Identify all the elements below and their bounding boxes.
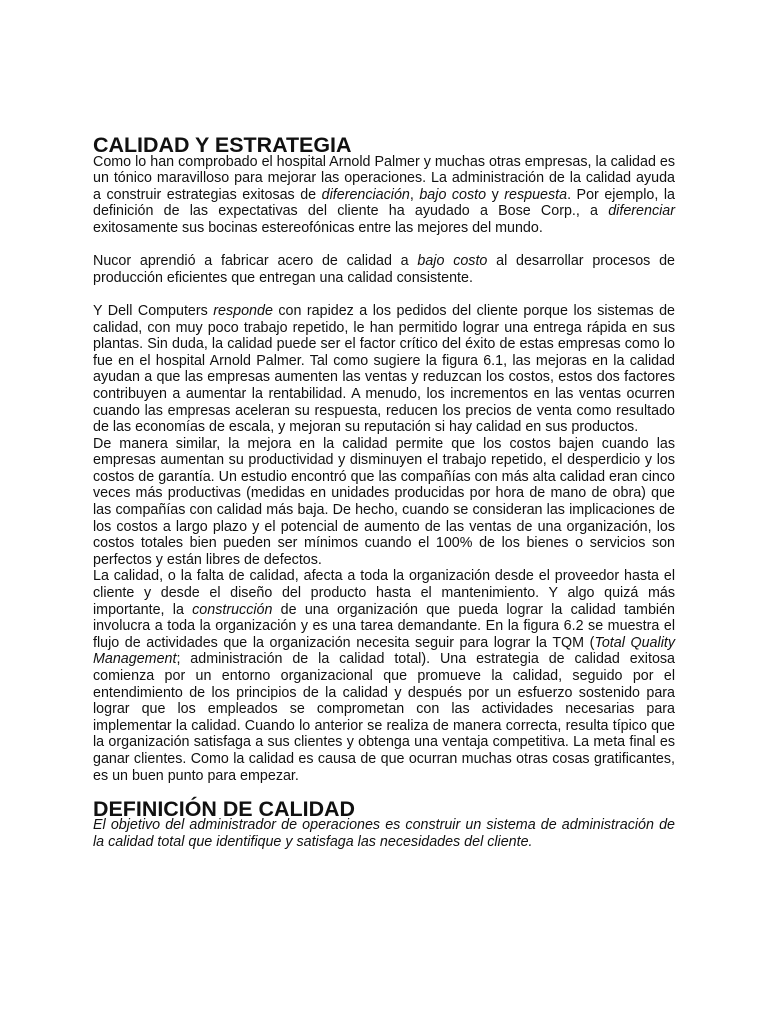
emphasis-total-quality-management: Total Quality Management: [93, 634, 675, 668]
emphasis-bajo-costo: bajo costo: [417, 253, 488, 270]
section-heading-definicion-de-calidad: DEFINICIÓN DE CALIDAD: [93, 796, 356, 821]
text-run: ; administración de la calidad total). Una estrategia de calidad exitosa comienza por un entorno organizacional que promueve la calidad, seguido por el entendimiento de los principios de la calidad y después por un esfuerzo sostenido para lograr que los empleados se comprometan con las actividades necesarias para implementar la calidad. Cuando lo anterior se realiza de manera correcta, resulta típico que la organización satisfaga a sus clientes y obtenga una ventaja competitiva. La meta final es ganar clientes. Como la calidad es causa de que ocurran muchas otras cosas gratificantes, es un buen punto para empezar.: [93, 651, 675, 784]
text-run: exitosamente sus bocinas estereofónicas entre las mejores del mundo.: [93, 219, 543, 236]
text-run: . Por ejemplo, la definición de las expectativas del cliente ha ayudado a Bose Corp., a: [93, 186, 675, 220]
text-run: con rapidez a los pedidos del cliente porque los sistemas de calidad, con muy poco trabajo repetido, le han permitido lograr una entrega rápida en sus plantas. Sin duda, la calidad puede ser el factor crítico del éxito de estas empresas como lo fue en el hospital Arnold Palmer. Tal como sugiere la figura 6.1, las mejoras en la calidad ayudan a que las empresas aumenten las ventas y reduzcan los costos, estos dos factores contribuyen a aumentar la rentabilidad. A menudo, los incrementos en las ventas ocurren cuando las empresas aceleran su respuesta, reducen los precios de venta como resultado de las economías de escala, y mejoran su reputación si hay calidad en sus productos.: [93, 302, 675, 436]
text-run: La calidad, o la falta de calidad, afecta a toda la organización desde el proveedor hasta el cliente y desde el diseño del producto hasta el mantenimiento. Y algo quizá más importante, la: [93, 568, 675, 618]
paragraph-gap: [93, 286, 675, 303]
text-run: al desarrollar procesos de producción eficientes que entregan una calidad consistente.: [93, 253, 675, 286]
text-run: de una organización que pueda lograr la calidad también involucra a toda la organización y es una tarea demandante. En la figura 6.2 se muestra el flujo de actividades que la organización necesita seguir para lograr la TQM (: [93, 601, 675, 651]
text-run: Y Dell Computers: [93, 302, 214, 319]
text-run: y: [486, 186, 505, 203]
paragraph-falta-de-calidad: [93, 568, 675, 784]
paragraph-mejora-costos: De manera similar, la mejora en la calidad permite que los costos bajen cuando las empresas aumentan su productividad y disminuyen el trabajo repetido, el desperdicio y los costos de garantía. Un estudio encontró que las compañías con más alta calidad eran cinco veces más productivas (medidas en unidades producidas por hora de mano de obra) que las compañías con calidad más baja. De hecho, cuando se consideran las implicaciones de los costos a largo plazo y el potencial de aumento de las ventas de una organización, los costos totales bien pueden ser mínimos cuando el 100% de los bienes o servicios son perfectos y están libres de defectos.: [93, 435, 675, 568]
emphasis-construccion: construcción: [192, 601, 273, 618]
emphasis-diferenciacion: diferenciación: [321, 186, 410, 203]
paragraph-nucor: [93, 253, 675, 286]
emphasis-respuesta: respuesta: [504, 186, 568, 203]
emphasis-bajo-costo: bajo costo: [419, 186, 487, 203]
text-run: Nucor aprendió a fabricar acero de calidad a: [93, 253, 418, 270]
section-heading-calidad-y-estrategia: CALIDAD Y ESTRATEGIA: [93, 133, 352, 157]
emphasis-diferenciar: diferenciar: [608, 203, 675, 220]
paragraph-objective: [93, 817, 675, 850]
emphasis-objective: El objetivo del administrador de operaciones es construir un sistema de administración de la calidad total que identifique y satisfaga las necesidades del cliente.: [93, 817, 675, 850]
document-page: [93, 133, 675, 851]
paragraph-gap: [93, 237, 675, 254]
paragraph-calidad-tonico: [93, 154, 675, 237]
emphasis-responde: responde: [213, 302, 273, 319]
text-run: Como lo han comprobado el hospital Arnold Palmer y muchas otras empresas, la calidad es un tónico maravilloso para mejorar las operaciones. La administración de la calidad ayuda a construir estrategias exitosas de: [93, 153, 675, 203]
text-run: ,: [409, 186, 420, 203]
paragraph-dell-computers: [93, 303, 675, 436]
